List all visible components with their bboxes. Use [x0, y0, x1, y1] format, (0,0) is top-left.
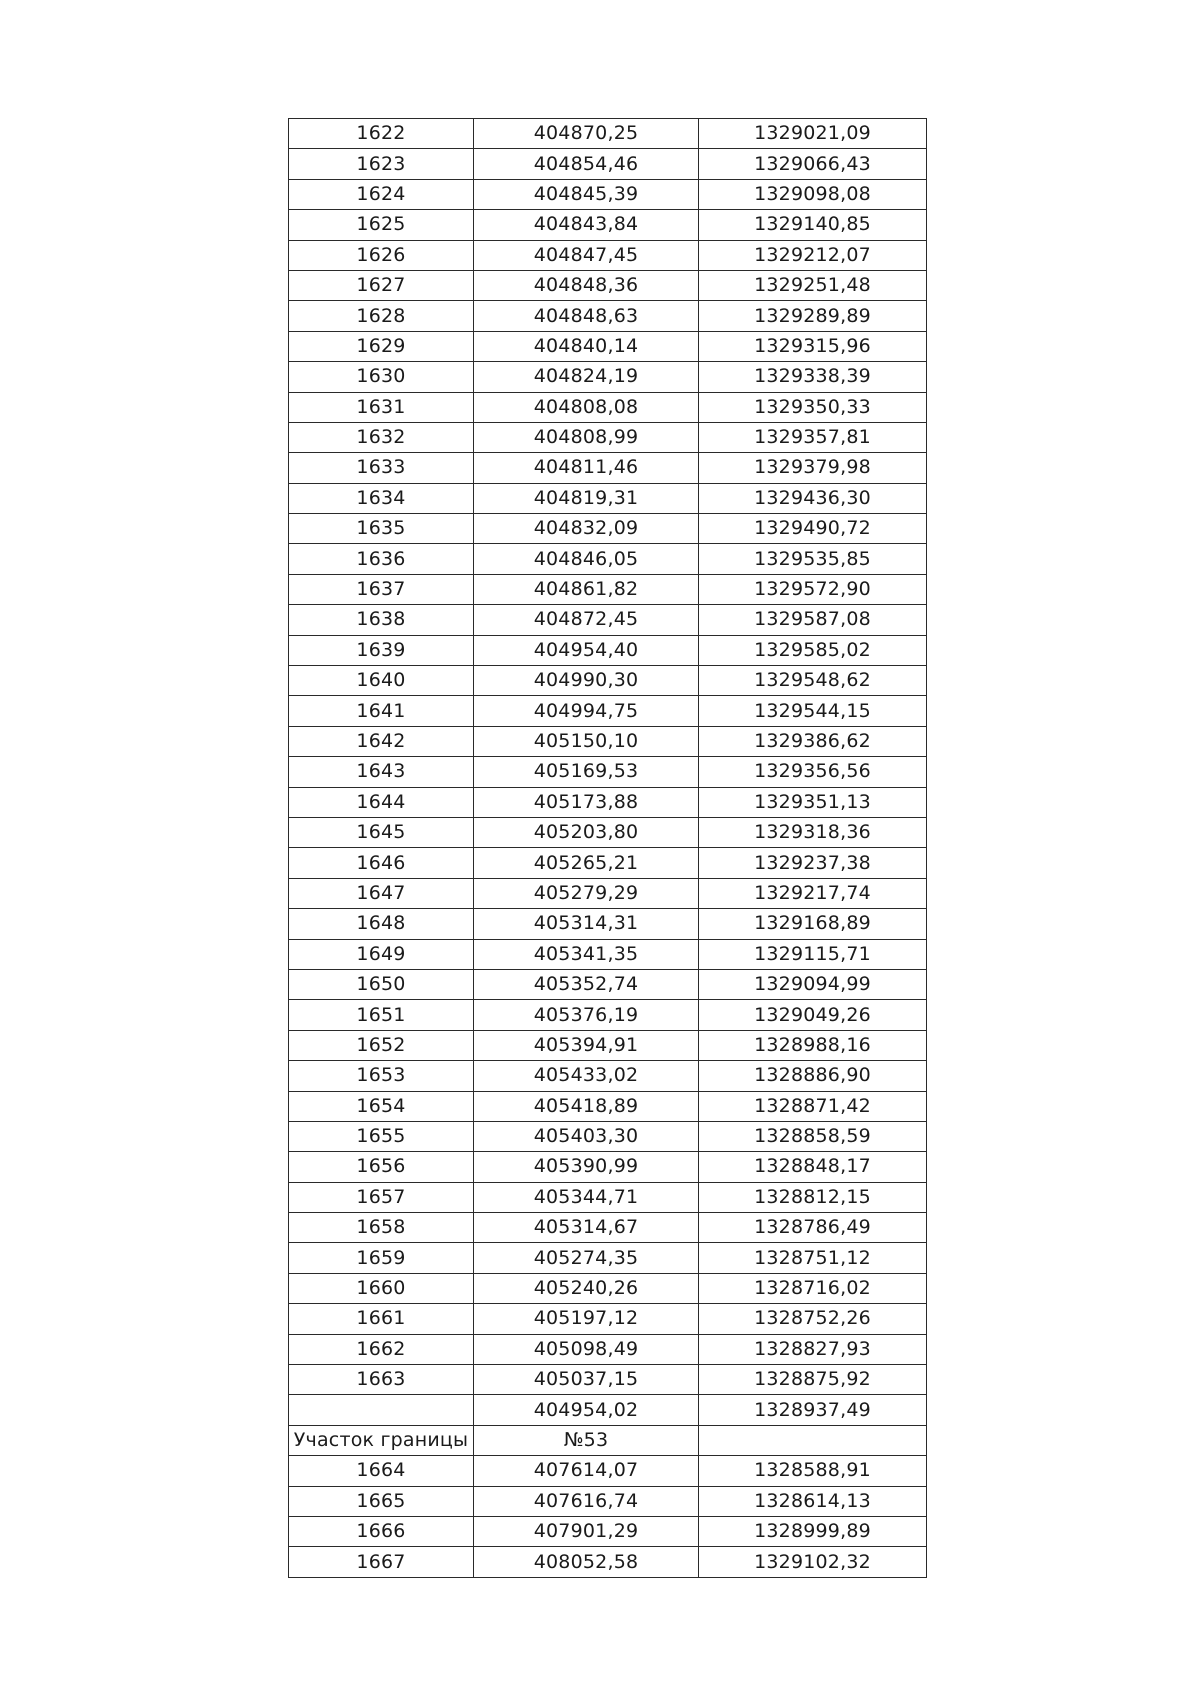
x-coordinate-cell: 405352,74 [474, 969, 699, 999]
x-coordinate-cell: 404808,08 [474, 392, 699, 422]
table-row [289, 1365, 927, 1395]
y-coordinate-cell: 1329289,89 [699, 301, 927, 331]
y-coordinate-cell: 1328752,26 [699, 1304, 927, 1334]
table-row [289, 1152, 927, 1182]
x-coordinate-cell: 405173,88 [474, 787, 699, 817]
y-coordinate-cell: 1329315,96 [699, 331, 927, 361]
table-row [289, 969, 927, 999]
table-row [289, 1213, 927, 1243]
section-label-cell: Участок границы [289, 1425, 474, 1455]
x-coordinate-cell: 405394,91 [474, 1030, 699, 1060]
point-number-cell: 1652 [289, 1030, 474, 1060]
section-number-cell: №53 [474, 1425, 699, 1455]
point-number-cell: 1658 [289, 1213, 474, 1243]
point-number-cell: 1630 [289, 362, 474, 392]
table-row [289, 119, 927, 149]
point-number-cell: 1650 [289, 969, 474, 999]
y-coordinate-cell: 1329357,81 [699, 422, 927, 452]
y-coordinate-cell: 1329237,38 [699, 848, 927, 878]
section-header-row [289, 1425, 927, 1455]
point-number-cell: 1644 [289, 787, 474, 817]
x-coordinate-cell: 405150,10 [474, 726, 699, 756]
table-row [289, 1061, 927, 1091]
x-coordinate-cell: 405341,35 [474, 939, 699, 969]
point-number-cell: 1667 [289, 1547, 474, 1577]
point-number-cell: 1628 [289, 301, 474, 331]
x-coordinate-cell: 404954,02 [474, 1395, 699, 1425]
x-coordinate-cell: 404854,46 [474, 149, 699, 179]
point-number-cell: 1638 [289, 605, 474, 635]
point-number-cell: 1625 [289, 210, 474, 240]
table-row [289, 1091, 927, 1121]
y-coordinate-cell: 1328988,16 [699, 1030, 927, 1060]
table-row [289, 453, 927, 483]
table-row [289, 574, 927, 604]
table-row [289, 149, 927, 179]
x-coordinate-cell: 404840,14 [474, 331, 699, 361]
table-row [289, 787, 927, 817]
y-coordinate-cell: 1328886,90 [699, 1061, 927, 1091]
point-number-cell: 1640 [289, 666, 474, 696]
x-coordinate-cell: 405433,02 [474, 1061, 699, 1091]
point-number-cell: 1632 [289, 422, 474, 452]
point-number-cell: 1665 [289, 1486, 474, 1516]
x-coordinate-cell: 404870,25 [474, 119, 699, 149]
x-coordinate-cell: 404832,09 [474, 514, 699, 544]
point-number-cell: 1626 [289, 240, 474, 270]
y-coordinate-cell: 1328871,42 [699, 1091, 927, 1121]
table-row [289, 666, 927, 696]
point-number-cell: 1648 [289, 909, 474, 939]
point-number-cell: 1633 [289, 453, 474, 483]
y-coordinate-cell: 1329350,33 [699, 392, 927, 422]
table-row [289, 1395, 927, 1425]
x-coordinate-cell: 407614,07 [474, 1456, 699, 1486]
table-row [289, 1334, 927, 1364]
table-row [289, 757, 927, 787]
x-coordinate-cell: 405265,21 [474, 848, 699, 878]
table-row [289, 1547, 927, 1577]
table-row [289, 1456, 927, 1486]
point-number-cell: 1631 [289, 392, 474, 422]
y-coordinate-cell: 1329587,08 [699, 605, 927, 635]
point-number-cell: 1636 [289, 544, 474, 574]
point-number-cell: 1642 [289, 726, 474, 756]
y-coordinate-cell: 1328848,17 [699, 1152, 927, 1182]
table-row [289, 544, 927, 574]
table-row [289, 392, 927, 422]
y-coordinate-cell: 1329490,72 [699, 514, 927, 544]
table-row [289, 696, 927, 726]
table-row [289, 1121, 927, 1151]
table-row [289, 848, 927, 878]
x-coordinate-cell: 405037,15 [474, 1365, 699, 1395]
point-number-cell: 1657 [289, 1182, 474, 1212]
y-coordinate-cell: 1329094,99 [699, 969, 927, 999]
y-coordinate-cell: 1329066,43 [699, 149, 927, 179]
y-coordinate-cell: 1328858,59 [699, 1121, 927, 1151]
table-row [289, 240, 927, 270]
y-coordinate-cell: 1328812,15 [699, 1182, 927, 1212]
y-coordinate-cell: 1329548,62 [699, 666, 927, 696]
table-row [289, 483, 927, 513]
point-number-cell: 1664 [289, 1456, 474, 1486]
x-coordinate-cell: 405098,49 [474, 1334, 699, 1364]
x-coordinate-cell: 405240,26 [474, 1273, 699, 1303]
point-number-cell: 1641 [289, 696, 474, 726]
y-coordinate-cell: 1328614,13 [699, 1486, 927, 1516]
table-row [289, 422, 927, 452]
coordinates-table [288, 118, 927, 1578]
x-coordinate-cell: 404954,40 [474, 635, 699, 665]
y-coordinate-cell: 1329379,98 [699, 453, 927, 483]
x-coordinate-cell: 407616,74 [474, 1486, 699, 1516]
table-row [289, 1000, 927, 1030]
x-coordinate-cell: 405197,12 [474, 1304, 699, 1334]
point-number-cell: 1656 [289, 1152, 474, 1182]
point-number-cell: 1659 [289, 1243, 474, 1273]
y-coordinate-cell: 1329212,07 [699, 240, 927, 270]
x-coordinate-cell: 405274,35 [474, 1243, 699, 1273]
x-coordinate-cell: 404861,82 [474, 574, 699, 604]
point-number-cell: 1627 [289, 270, 474, 300]
x-coordinate-cell: 405403,30 [474, 1121, 699, 1151]
x-coordinate-cell: 405203,80 [474, 817, 699, 847]
coordinates-table-body [289, 119, 927, 1426]
y-coordinate-cell: 1329217,74 [699, 878, 927, 908]
x-coordinate-cell: 405314,31 [474, 909, 699, 939]
x-coordinate-cell: 405344,71 [474, 1182, 699, 1212]
y-coordinate-cell: 1329115,71 [699, 939, 927, 969]
point-number-cell: 1661 [289, 1304, 474, 1334]
y-coordinate-cell: 1329544,15 [699, 696, 927, 726]
x-coordinate-cell: 404847,45 [474, 240, 699, 270]
point-number-cell: 1643 [289, 757, 474, 787]
x-coordinate-cell: 405418,89 [474, 1091, 699, 1121]
y-coordinate-cell: 1328999,89 [699, 1516, 927, 1546]
point-number-cell: 1660 [289, 1273, 474, 1303]
x-coordinate-cell: 404808,99 [474, 422, 699, 452]
point-number-cell: 1623 [289, 149, 474, 179]
y-coordinate-cell: 1328786,49 [699, 1213, 927, 1243]
point-number-cell: 1666 [289, 1516, 474, 1546]
point-number-cell: 1634 [289, 483, 474, 513]
table-row [289, 210, 927, 240]
x-coordinate-cell: 404872,45 [474, 605, 699, 635]
table-row [289, 331, 927, 361]
table-row [289, 1030, 927, 1060]
table-row [289, 605, 927, 635]
y-coordinate-cell: 1328751,12 [699, 1243, 927, 1273]
table-row [289, 1516, 927, 1546]
table-row [289, 1182, 927, 1212]
table-row [289, 726, 927, 756]
x-coordinate-cell: 404846,05 [474, 544, 699, 574]
point-number-cell: 1662 [289, 1334, 474, 1364]
table-row [289, 878, 927, 908]
y-coordinate-cell: 1329140,85 [699, 210, 927, 240]
point-number-cell: 1629 [289, 331, 474, 361]
table-row [289, 362, 927, 392]
y-coordinate-cell: 1329168,89 [699, 909, 927, 939]
x-coordinate-cell: 404848,63 [474, 301, 699, 331]
coordinates-table-body-after [289, 1456, 927, 1578]
y-coordinate-cell: 1328716,02 [699, 1273, 927, 1303]
point-number-cell: 1639 [289, 635, 474, 665]
y-coordinate-cell: 1328588,91 [699, 1456, 927, 1486]
table-row [289, 1486, 927, 1516]
y-coordinate-cell: 1328937,49 [699, 1395, 927, 1425]
table-row [289, 514, 927, 544]
x-coordinate-cell: 404843,84 [474, 210, 699, 240]
y-coordinate-cell: 1328875,92 [699, 1365, 927, 1395]
point-number-cell: 1655 [289, 1121, 474, 1151]
y-coordinate-cell: 1329386,62 [699, 726, 927, 756]
section-header-body [289, 1425, 927, 1455]
y-coordinate-cell: 1329251,48 [699, 270, 927, 300]
table-row [289, 817, 927, 847]
point-number-cell: 1653 [289, 1061, 474, 1091]
x-coordinate-cell: 404819,31 [474, 483, 699, 513]
table-row [289, 635, 927, 665]
point-number-cell: 1635 [289, 514, 474, 544]
y-coordinate-cell: 1329535,85 [699, 544, 927, 574]
table-row [289, 179, 927, 209]
x-coordinate-cell: 407901,29 [474, 1516, 699, 1546]
y-coordinate-cell: 1329356,56 [699, 757, 927, 787]
x-coordinate-cell: 405314,67 [474, 1213, 699, 1243]
table-row [289, 909, 927, 939]
x-coordinate-cell: 404811,46 [474, 453, 699, 483]
y-coordinate-cell: 1329436,30 [699, 483, 927, 513]
x-coordinate-cell: 404845,39 [474, 179, 699, 209]
x-coordinate-cell: 405279,29 [474, 878, 699, 908]
y-coordinate-cell: 1329021,09 [699, 119, 927, 149]
point-number-cell: 1624 [289, 179, 474, 209]
y-coordinate-cell: 1329049,26 [699, 1000, 927, 1030]
point-number-cell [289, 1395, 474, 1425]
x-coordinate-cell: 404824,19 [474, 362, 699, 392]
point-number-cell: 1645 [289, 817, 474, 847]
y-coordinate-cell: 1329098,08 [699, 179, 927, 209]
table-row [289, 270, 927, 300]
point-number-cell: 1637 [289, 574, 474, 604]
x-coordinate-cell: 404848,36 [474, 270, 699, 300]
x-coordinate-cell: 404994,75 [474, 696, 699, 726]
y-coordinate-cell: 1329338,39 [699, 362, 927, 392]
point-number-cell: 1646 [289, 848, 474, 878]
y-coordinate-cell: 1329351,13 [699, 787, 927, 817]
point-number-cell: 1654 [289, 1091, 474, 1121]
x-coordinate-cell: 405169,53 [474, 757, 699, 787]
y-coordinate-cell: 1328827,93 [699, 1334, 927, 1364]
y-coordinate-cell: 1329572,90 [699, 574, 927, 604]
x-coordinate-cell: 405390,99 [474, 1152, 699, 1182]
table-row [289, 1243, 927, 1273]
y-coordinate-cell: 1329585,02 [699, 635, 927, 665]
table-row [289, 301, 927, 331]
x-coordinate-cell: 408052,58 [474, 1547, 699, 1577]
table-row [289, 939, 927, 969]
point-number-cell: 1663 [289, 1365, 474, 1395]
x-coordinate-cell: 405376,19 [474, 1000, 699, 1030]
point-number-cell: 1647 [289, 878, 474, 908]
y-coordinate-cell: 1329102,32 [699, 1547, 927, 1577]
x-coordinate-cell: 404990,30 [474, 666, 699, 696]
y-coordinate-cell: 1329318,36 [699, 817, 927, 847]
point-number-cell: 1649 [289, 939, 474, 969]
section-extra-cell [699, 1425, 927, 1455]
table-row [289, 1304, 927, 1334]
table-row [289, 1273, 927, 1303]
point-number-cell: 1651 [289, 1000, 474, 1030]
point-number-cell: 1622 [289, 119, 474, 149]
